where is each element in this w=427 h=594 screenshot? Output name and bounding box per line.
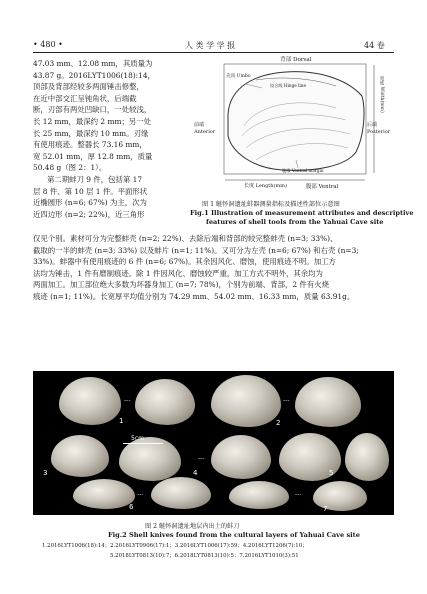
scale-bar bbox=[123, 443, 163, 444]
shell-photo-6a bbox=[73, 479, 135, 509]
journal-title: 人 类 学 学 报 bbox=[185, 41, 236, 50]
specimen-number-5: 5 bbox=[329, 469, 334, 477]
left-column bbox=[33, 58, 155, 220]
shell-photo-3a bbox=[51, 435, 109, 477]
label-ventral-margin: 腹缘 Ventral margin bbox=[282, 168, 324, 173]
figure-1-diagram bbox=[186, 56, 394, 194]
shell-photo-4a bbox=[211, 435, 271, 479]
figure-2-specimen-list-1: 1.2016LYT1006(18):14；2.2016LYT0906(17):1；3.2016LYT1006(17):59；4.2016LYT1206(7):10； bbox=[42, 543, 308, 549]
figure-2-specimen-list-2: 5.2018LYT0813(10):7；6.2018LYT0813(10):5；7.2016LYT1010(3):51 bbox=[110, 553, 299, 559]
text-line: 第二期蚌刀 9 件，包括第 17 bbox=[47, 174, 143, 184]
figure-1-caption-en-1: Fig.1 Illustration of measurement attributes and descriptive bbox=[190, 209, 414, 217]
full-width-paragraph bbox=[33, 233, 359, 303]
text-line: 在近中部交汇呈钝角状，后端截 bbox=[33, 93, 137, 103]
label-posterior: 后端 Posterior bbox=[367, 122, 391, 135]
specimen-number-7: 7 bbox=[323, 505, 328, 513]
specimen-number-6: 6 bbox=[129, 503, 134, 511]
shell-photo-1a bbox=[59, 377, 124, 425]
shell-photo-2a bbox=[211, 375, 281, 427]
header-rule bbox=[33, 52, 394, 53]
text-line: 两面加工。加工部位绝大多数为坏器身加工 (n=7; 78%)，个别为前端、背部，2 件有火烧 bbox=[33, 280, 329, 290]
text-line: 43.87 g。2016LYT1006(18):14， bbox=[33, 70, 155, 80]
text-line: 近四边形 (n=2; 22%)，近三角形 bbox=[33, 209, 145, 219]
specimen-number-2: 2 bbox=[276, 419, 281, 427]
label-dorsal: 背部 Dorsal bbox=[280, 57, 312, 63]
label-ventral: 腹部 Ventral bbox=[306, 184, 339, 190]
text-line: 层 8 件、第 10 层 1 件。平面形状 bbox=[33, 186, 148, 196]
text-line: 仅见个别。素材可分为完整蚌壳 (n=2; 22%)、去除后端和背部的较完整蚌壳 (n=3; 33%)、 bbox=[33, 234, 338, 243]
text-line: 法均为锤击，1 件有磨制痕迹。除 1 件因风化、磨蚀较严重，加工方式不明外，其余均为 bbox=[33, 268, 323, 278]
specimen-number-1: 1 bbox=[119, 417, 124, 425]
figure-2-caption-cn: 图 2 鲢怀洞遗址地层内出土的蚌刀 bbox=[145, 523, 240, 530]
text-line: 47.03 mm、12.08 mm，其质量为 bbox=[33, 59, 153, 68]
label-anterior: 前端 Anterior bbox=[194, 122, 216, 135]
text-line: 长 12 mm，最深约 2 mm；另一处 bbox=[33, 116, 152, 126]
text-line: 33%)。蚌器中有使用痕迹的 6 件 (n=6; 67%)。其余因风化、磨蚀，使用痕迹不明。加工方 bbox=[33, 257, 336, 267]
text-line: 顶部及背部经较多两面锤击修整， bbox=[33, 82, 144, 92]
label-umbo: 壳顶 Umbo bbox=[226, 74, 251, 79]
volume-label: 44 卷 bbox=[364, 41, 385, 50]
text-line: 近椭圆形 (n=6; 67%) 为主，次为 bbox=[33, 198, 147, 208]
shell-photo-6b bbox=[151, 477, 211, 509]
label-length: 长度 Length(mm) bbox=[244, 183, 287, 189]
text-line: 痕迹 (n=1; 11%)。长宽厚平均值分别为 74.29 mm、54.02 mm、16.33 mm，质量 63.91g。 bbox=[33, 291, 355, 301]
specimen-number-3: 3 bbox=[43, 469, 48, 477]
label-hinge-line: 铰合线 Hinge line bbox=[270, 83, 306, 88]
label-width: 宽度 Width(mm) bbox=[379, 76, 384, 113]
text-line: 截取的一半的蚌壳 (n=3; 33%) 以及蚌片 (n=1; 11%)。又可分为左壳 (n=6; 67%) 和右壳 (n=3; bbox=[33, 245, 359, 255]
figure-1-caption-en-2: features of shell tools from the Yahuai Cave site bbox=[206, 218, 384, 226]
text-line: 50.48 g（图 2：1）。 bbox=[33, 163, 107, 173]
figure-2-caption-en: Fig.2 Shell knives found from the cultural layers of Yahuai Cave site bbox=[108, 531, 360, 539]
page-number: • 480 • bbox=[33, 40, 63, 49]
text-line: 有使用痕迹。整器长 73.16 mm， bbox=[33, 140, 147, 150]
specimen-number-4: 4 bbox=[193, 469, 198, 477]
shell-photo-7b bbox=[313, 481, 367, 511]
shell-photo-1b bbox=[135, 379, 195, 425]
shell-photo-7a bbox=[229, 481, 289, 509]
scale-bar-label: 5cm bbox=[131, 435, 144, 442]
figure-2-photo-plate: --- --- --- --- --- --- 1 2 3 4 5 6 7 5cm bbox=[33, 371, 394, 515]
shell-photo-2b bbox=[295, 377, 361, 427]
text-line: 长 25 mm，最深约 10 mm。刃缘 bbox=[33, 128, 149, 138]
text-line: 断，刃部有两处凹缺口，一处较浅， bbox=[33, 105, 152, 115]
figure-1-caption-cn: 图 1 鲢怀洞遗址蚌器测量指标及描述性部位示意图 bbox=[202, 201, 340, 208]
text-line: 宽 52.01 mm，厚 12.8 mm，质量 bbox=[33, 151, 153, 161]
